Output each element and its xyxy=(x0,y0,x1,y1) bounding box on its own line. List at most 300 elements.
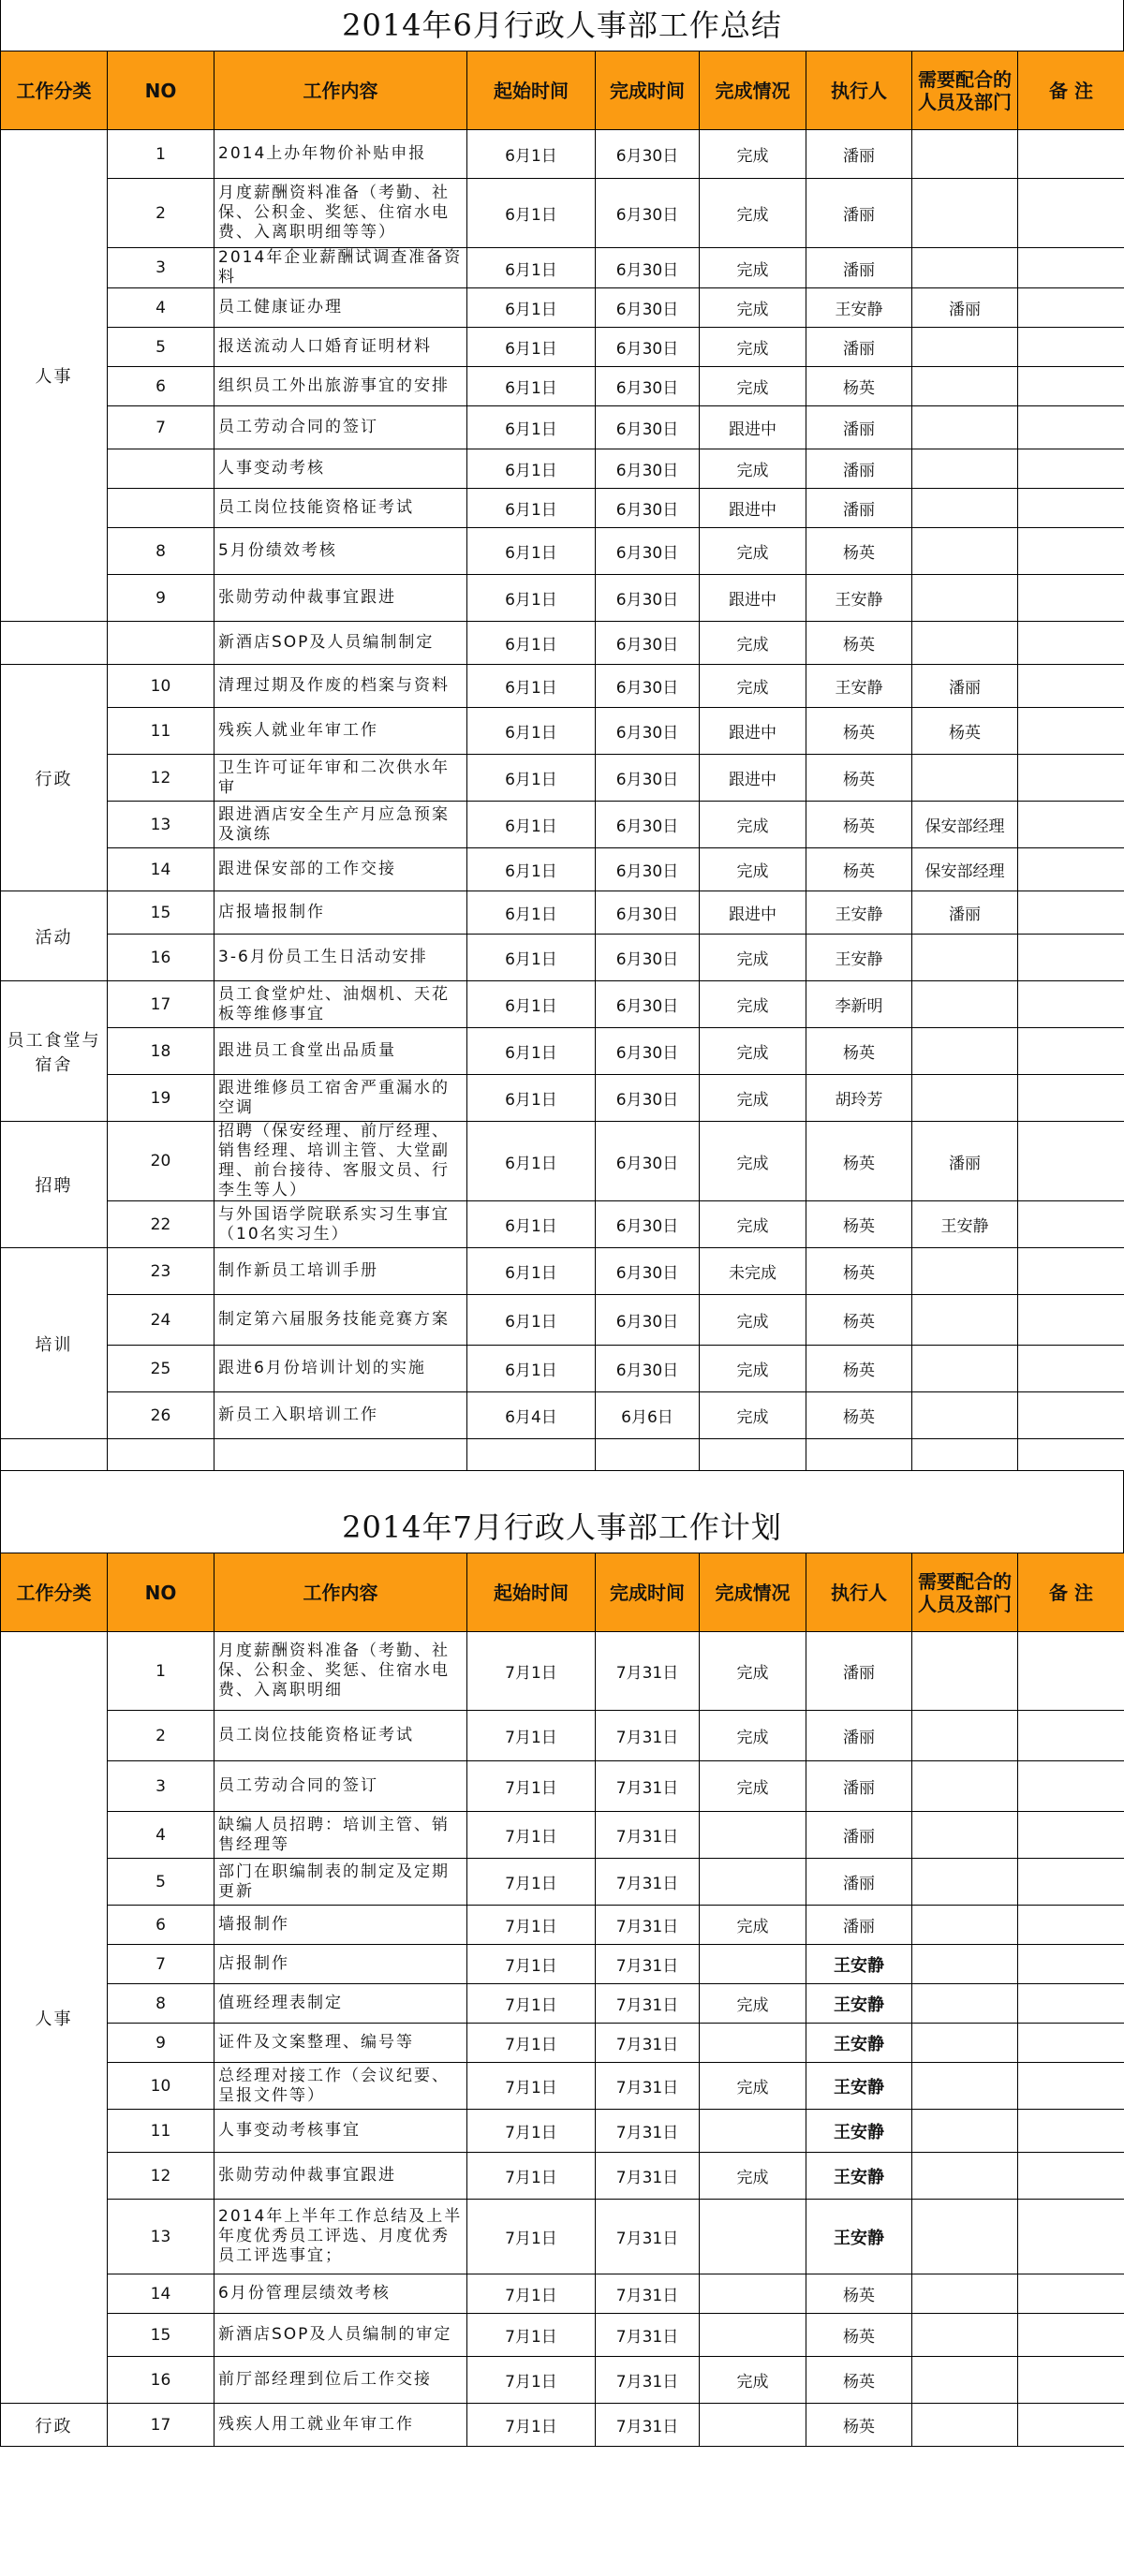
cell-end: 6月30日 xyxy=(596,328,700,367)
cell-status: 完成 xyxy=(700,1122,806,1201)
header-note: 备 注 xyxy=(1018,1553,1124,1632)
cell-no xyxy=(108,449,214,489)
table-row xyxy=(1,2153,1124,2200)
cell-no: 14 xyxy=(108,2274,214,2314)
cell-content: 新酒店SOP及人员编制的审定 xyxy=(214,2314,467,2357)
cell-no: 19 xyxy=(108,1075,214,1122)
cell-end: 7月31日 xyxy=(596,2200,700,2274)
june-table-body xyxy=(1,130,1124,1471)
cell-end: 6月30日 xyxy=(596,406,700,449)
cell-partner xyxy=(912,328,1018,367)
cell-category xyxy=(1,622,108,665)
cell-no: 17 xyxy=(108,981,214,1028)
cell-status: 完成 xyxy=(700,130,806,179)
cell-start: 6月1日 xyxy=(467,328,596,367)
cell-owner: 潘丽 xyxy=(806,248,912,288)
cell-note xyxy=(1018,2153,1124,2200)
cell-category: 人事 xyxy=(1,130,108,622)
table-row xyxy=(1,130,1124,179)
cell-start: 6月1日 xyxy=(467,528,596,575)
table-row xyxy=(1,248,1124,288)
cell-owner: 潘丽 xyxy=(806,406,912,449)
header-content: 工作内容 xyxy=(214,52,467,130)
cell-status: 跟进中 xyxy=(700,708,806,755)
table-row xyxy=(1,489,1124,528)
table-row xyxy=(1,848,1124,891)
cell-content: 部门在职编制表的制定及定期更新 xyxy=(214,1859,467,1906)
cell-partner xyxy=(912,1295,1018,1346)
cell-note xyxy=(1018,130,1124,179)
cell-note xyxy=(1018,1295,1124,1346)
cell-owner: 王安静 xyxy=(806,2024,912,2063)
table-row xyxy=(1,1984,1124,2024)
cell-partner xyxy=(912,1859,1018,1906)
cell-status: 完成 xyxy=(700,622,806,665)
cell-category: 行政 xyxy=(1,665,108,891)
cell-no: 23 xyxy=(108,1248,214,1295)
cell-empty xyxy=(700,1439,806,1471)
cell-partner xyxy=(912,1346,1018,1392)
june-table xyxy=(0,51,1124,1471)
cell-end: 6月30日 xyxy=(596,1122,700,1201)
cell-note xyxy=(1018,935,1124,981)
table-row xyxy=(1,1632,1124,1711)
table-row xyxy=(1,328,1124,367)
header-no: NO xyxy=(108,1553,214,1632)
cell-owner: 杨英 xyxy=(806,755,912,802)
cell-note xyxy=(1018,802,1124,848)
cell-partner xyxy=(912,1075,1018,1122)
cell-note xyxy=(1018,328,1124,367)
cell-content: 跟进员工食堂出品质量 xyxy=(214,1028,467,1075)
cell-note xyxy=(1018,1632,1124,1711)
cell-empty xyxy=(214,1439,467,1471)
table-row xyxy=(1,2110,1124,2153)
cell-no: 11 xyxy=(108,2110,214,2153)
cell-note xyxy=(1018,1201,1124,1248)
table-row xyxy=(1,981,1124,1028)
cell-end: 6月30日 xyxy=(596,130,700,179)
cell-content: 5月份绩效考核 xyxy=(214,528,467,575)
cell-no: 18 xyxy=(108,1028,214,1075)
cell-status: 完成 xyxy=(700,1711,806,1761)
cell-empty xyxy=(912,1439,1018,1471)
cell-start: 7月1日 xyxy=(467,1812,596,1859)
cell-no: 7 xyxy=(108,1945,214,1984)
cell-partner xyxy=(912,248,1018,288)
cell-status: 跟进中 xyxy=(700,489,806,528)
cell-start: 6月1日 xyxy=(467,1122,596,1201)
cell-content: 张勋劳动仲裁事宜跟进 xyxy=(214,575,467,622)
cell-start: 6月1日 xyxy=(467,449,596,489)
cell-no: 9 xyxy=(108,2024,214,2063)
cell-content: 缺编人员招聘：培训主管、销售经理等 xyxy=(214,1812,467,1859)
cell-partner xyxy=(912,1248,1018,1295)
cell-owner: 杨英 xyxy=(806,2357,912,2404)
cell-content: 人事变动考核事宜 xyxy=(214,2110,467,2153)
header-owner: 执行人 xyxy=(806,52,912,130)
cell-status: 完成 xyxy=(700,802,806,848)
cell-partner xyxy=(912,2200,1018,2274)
cell-no: 12 xyxy=(108,2153,214,2200)
cell-partner xyxy=(912,528,1018,575)
cell-end: 7月31日 xyxy=(596,1906,700,1945)
table-row xyxy=(1,1812,1124,1859)
cell-end: 6月30日 xyxy=(596,179,700,248)
cell-partner xyxy=(912,2357,1018,2404)
cell-partner xyxy=(912,406,1018,449)
cell-owner: 杨英 xyxy=(806,1201,912,1248)
cell-start: 6月1日 xyxy=(467,802,596,848)
cell-no: 20 xyxy=(108,1122,214,1201)
cell-status: 未完成 xyxy=(700,1248,806,1295)
cell-status: 跟进中 xyxy=(700,755,806,802)
cell-start: 6月1日 xyxy=(467,665,596,708)
cell-start: 7月1日 xyxy=(467,2024,596,2063)
cell-content: 人事变动考核 xyxy=(214,449,467,489)
cell-status: 跟进中 xyxy=(700,406,806,449)
header-end: 完成时间 xyxy=(596,1553,700,1632)
cell-owner: 杨英 xyxy=(806,802,912,848)
cell-end: 7月31日 xyxy=(596,2357,700,2404)
cell-owner: 杨英 xyxy=(806,1392,912,1439)
cell-start: 6月1日 xyxy=(467,489,596,528)
cell-partner xyxy=(912,935,1018,981)
cell-end: 6月30日 xyxy=(596,622,700,665)
cell-partner xyxy=(912,2110,1018,2153)
header-partner: 需要配合的人员及部门 xyxy=(912,52,1018,130)
cell-content: 张勋劳动仲裁事宜跟进 xyxy=(214,2153,467,2200)
cell-owner: 杨英 xyxy=(806,1248,912,1295)
cell-end: 7月31日 xyxy=(596,1945,700,1984)
cell-note xyxy=(1018,755,1124,802)
cell-start: 6月1日 xyxy=(467,708,596,755)
cell-partner xyxy=(912,1392,1018,1439)
cell-start: 6月1日 xyxy=(467,288,596,328)
cell-status: 完成 xyxy=(700,2063,806,2110)
cell-content: 跟进6月份培训计划的实施 xyxy=(214,1346,467,1392)
cell-end: 7月31日 xyxy=(596,1711,700,1761)
cell-no: 1 xyxy=(108,1632,214,1711)
cell-end: 6月30日 xyxy=(596,1201,700,1248)
table-row xyxy=(1,2024,1124,2063)
cell-end: 7月31日 xyxy=(596,1812,700,1859)
cell-end: 6月30日 xyxy=(596,935,700,981)
cell-status: 完成 xyxy=(700,1201,806,1248)
cell-content: 月度薪酬资料准备（考勤、社保、公积金、奖惩、住宿水电费、入离职明细等等） xyxy=(214,179,467,248)
cell-note xyxy=(1018,622,1124,665)
cell-partner xyxy=(912,1632,1018,1711)
july-title: 2014年7月行政人事部工作计划 xyxy=(0,1502,1124,1553)
cell-note xyxy=(1018,528,1124,575)
cell-content: 前厅部经理到位后工作交接 xyxy=(214,2357,467,2404)
cell-content: 残疾人用工就业年审工作 xyxy=(214,2404,467,2447)
cell-end: 6月30日 xyxy=(596,891,700,935)
cell-note xyxy=(1018,489,1124,528)
table-row xyxy=(1,406,1124,449)
cell-owner: 杨英 xyxy=(806,708,912,755)
cell-category: 培训 xyxy=(1,1248,108,1439)
cell-owner: 杨英 xyxy=(806,2404,912,2447)
cell-content: 墙报制作 xyxy=(214,1906,467,1945)
cell-note xyxy=(1018,248,1124,288)
cell-note xyxy=(1018,665,1124,708)
cell-end: 6月30日 xyxy=(596,802,700,848)
cell-status xyxy=(700,1859,806,1906)
cell-no: 16 xyxy=(108,2357,214,2404)
table-row xyxy=(1,528,1124,575)
june-header-row xyxy=(1,52,1124,130)
cell-note xyxy=(1018,449,1124,489)
table-row xyxy=(1,288,1124,328)
cell-content: 招聘（保安经理、前厅经理、销售经理、培训主管、大堂副理、前台接待、客服文员、行李生等人） xyxy=(214,1122,467,1201)
cell-note xyxy=(1018,179,1124,248)
cell-status: 完成 xyxy=(700,1392,806,1439)
cell-status: 完成 xyxy=(700,2153,806,2200)
cell-start: 7月1日 xyxy=(467,2110,596,2153)
cell-content: 2014年企业薪酬试调查准备资料 xyxy=(214,248,467,288)
cell-category: 活动 xyxy=(1,891,108,981)
cell-content: 月度薪酬资料准备（考勤、社保、公积金、奖惩、住宿水电费、入离职明细 xyxy=(214,1632,467,1711)
cell-no: 3 xyxy=(108,248,214,288)
cell-content: 2014上办年物价补贴申报 xyxy=(214,130,467,179)
cell-content: 新员工入职培训工作 xyxy=(214,1392,467,1439)
cell-status: 完成 xyxy=(700,935,806,981)
cell-end: 7月31日 xyxy=(596,1761,700,1812)
june-title: 2014年6月行政人事部工作总结 xyxy=(0,0,1124,51)
cell-no xyxy=(108,489,214,528)
table-row xyxy=(1,665,1124,708)
cell-content: 证件及文案整理、编号等 xyxy=(214,2024,467,2063)
cell-start: 6月1日 xyxy=(467,1248,596,1295)
cell-note xyxy=(1018,367,1124,406)
cell-status: 完成 xyxy=(700,367,806,406)
cell-owner: 王安静 xyxy=(806,891,912,935)
cell-no: 26 xyxy=(108,1392,214,1439)
cell-empty xyxy=(1,1439,108,1471)
cell-category: 员工食堂与宿舍 xyxy=(1,981,108,1122)
cell-content: 总经理对接工作（会议纪要、呈报文件等） xyxy=(214,2063,467,2110)
header-end: 完成时间 xyxy=(596,52,700,130)
cell-end: 6月30日 xyxy=(596,248,700,288)
cell-no: 10 xyxy=(108,2063,214,2110)
cell-end: 6月30日 xyxy=(596,708,700,755)
table-row xyxy=(1,2404,1124,2447)
cell-end: 6月30日 xyxy=(596,528,700,575)
header-category: 工作分类 xyxy=(1,52,108,130)
cell-owner: 潘丽 xyxy=(806,1906,912,1945)
cell-note xyxy=(1018,1859,1124,1906)
cell-content: 店报制作 xyxy=(214,1945,467,1984)
cell-note xyxy=(1018,1346,1124,1392)
cell-status: 完成 xyxy=(700,2357,806,2404)
cell-owner: 杨英 xyxy=(806,1028,912,1075)
cell-content: 组织员工外出旅游事宜的安排 xyxy=(214,367,467,406)
cell-partner xyxy=(912,622,1018,665)
header-status: 完成情况 xyxy=(700,1553,806,1632)
cell-end: 6月30日 xyxy=(596,981,700,1028)
cell-content: 6月份管理层绩效考核 xyxy=(214,2274,467,2314)
cell-content: 员工健康证办理 xyxy=(214,288,467,328)
cell-content: 跟进维修员工宿舍严重漏水的空调 xyxy=(214,1075,467,1122)
header-partner: 需要配合的人员及部门 xyxy=(912,1553,1018,1632)
cell-status: 完成 xyxy=(700,449,806,489)
cell-content: 值班经理表制定 xyxy=(214,1984,467,2024)
cell-category: 招聘 xyxy=(1,1122,108,1248)
cell-start: 6月1日 xyxy=(467,755,596,802)
cell-partner xyxy=(912,2274,1018,2314)
cell-note xyxy=(1018,1945,1124,1984)
cell-end: 7月31日 xyxy=(596,2314,700,2357)
cell-status: 完成 xyxy=(700,1761,806,1812)
cell-partner: 潘丽 xyxy=(912,891,1018,935)
cell-end: 7月31日 xyxy=(596,1859,700,1906)
cell-content: 报送流动人口婚育证明材料 xyxy=(214,328,467,367)
cell-end: 6月30日 xyxy=(596,575,700,622)
cell-owner: 潘丽 xyxy=(806,1859,912,1906)
cell-content: 3-6月份员工生日活动安排 xyxy=(214,935,467,981)
cell-end: 6月30日 xyxy=(596,1028,700,1075)
table-row xyxy=(1,1346,1124,1392)
cell-status: 完成 xyxy=(700,981,806,1028)
cell-owner: 王安静 xyxy=(806,2200,912,2274)
cell-status xyxy=(700,2314,806,2357)
cell-start: 6月1日 xyxy=(467,406,596,449)
table-row xyxy=(1,1761,1124,1812)
cell-owner: 杨英 xyxy=(806,2274,912,2314)
cell-note xyxy=(1018,2357,1124,2404)
cell-partner xyxy=(912,1906,1018,1945)
cell-content: 员工劳动合同的签订 xyxy=(214,406,467,449)
cell-note xyxy=(1018,708,1124,755)
table-row xyxy=(1,802,1124,848)
cell-partner xyxy=(912,449,1018,489)
cell-content: 新酒店SOP及人员编制制定 xyxy=(214,622,467,665)
cell-note xyxy=(1018,1906,1124,1945)
cell-owner: 王安静 xyxy=(806,935,912,981)
cell-note xyxy=(1018,1028,1124,1075)
cell-no: 10 xyxy=(108,665,214,708)
table-row xyxy=(1,2200,1124,2274)
cell-owner: 杨英 xyxy=(806,2314,912,2357)
cell-status: 跟进中 xyxy=(700,575,806,622)
cell-note xyxy=(1018,2110,1124,2153)
table-row xyxy=(1,2274,1124,2314)
cell-no: 8 xyxy=(108,528,214,575)
table-row xyxy=(1,1295,1124,1346)
cell-empty xyxy=(1018,1439,1124,1471)
cell-no: 22 xyxy=(108,1201,214,1248)
table-row xyxy=(1,891,1124,935)
cell-owner: 王安静 xyxy=(806,2153,912,2200)
cell-partner: 保安部经理 xyxy=(912,848,1018,891)
cell-partner: 杨英 xyxy=(912,708,1018,755)
cell-owner: 杨英 xyxy=(806,367,912,406)
cell-partner: 潘丽 xyxy=(912,288,1018,328)
cell-partner xyxy=(912,1761,1018,1812)
cell-owner: 李新明 xyxy=(806,981,912,1028)
july-table xyxy=(0,1553,1124,2447)
cell-owner: 王安静 xyxy=(806,665,912,708)
table-row xyxy=(1,1859,1124,1906)
cell-note xyxy=(1018,891,1124,935)
cell-start: 7月1日 xyxy=(467,2404,596,2447)
cell-end: 6月30日 xyxy=(596,1295,700,1346)
cell-note xyxy=(1018,288,1124,328)
table-row xyxy=(1,449,1124,489)
cell-end: 7月31日 xyxy=(596,2110,700,2153)
cell-content: 残疾人就业年审工作 xyxy=(214,708,467,755)
cell-no xyxy=(108,622,214,665)
table-row xyxy=(1,1201,1124,1248)
cell-partner xyxy=(912,367,1018,406)
cell-note xyxy=(1018,2024,1124,2063)
table-row xyxy=(1,367,1124,406)
cell-start: 6月1日 xyxy=(467,1075,596,1122)
cell-no: 12 xyxy=(108,755,214,802)
cell-status xyxy=(700,2024,806,2063)
cell-no: 6 xyxy=(108,1906,214,1945)
cell-owner: 杨英 xyxy=(806,1122,912,1201)
cell-start: 6月1日 xyxy=(467,1201,596,1248)
cell-no: 14 xyxy=(108,848,214,891)
cell-note xyxy=(1018,1075,1124,1122)
cell-start: 7月1日 xyxy=(467,1945,596,1984)
cell-no: 15 xyxy=(108,2314,214,2357)
cell-status: 完成 xyxy=(700,665,806,708)
table-row xyxy=(1,935,1124,981)
cell-end: 6月30日 xyxy=(596,489,700,528)
cell-note xyxy=(1018,1122,1124,1201)
cell-status: 完成 xyxy=(700,1295,806,1346)
cell-start: 6月1日 xyxy=(467,179,596,248)
table-row xyxy=(1,1075,1124,1122)
cell-note xyxy=(1018,406,1124,449)
cell-owner: 杨英 xyxy=(806,528,912,575)
cell-owner: 潘丽 xyxy=(806,1632,912,1711)
cell-start: 7月1日 xyxy=(467,2063,596,2110)
cell-partner xyxy=(912,1812,1018,1859)
cell-content: 卫生许可证年审和二次供水年审 xyxy=(214,755,467,802)
cell-no: 24 xyxy=(108,1295,214,1346)
cell-start: 6月1日 xyxy=(467,367,596,406)
cell-start: 7月1日 xyxy=(467,1984,596,2024)
cell-content: 清理过期及作废的档案与资料 xyxy=(214,665,467,708)
table-row xyxy=(1,708,1124,755)
table-row xyxy=(1,2357,1124,2404)
cell-end: 7月31日 xyxy=(596,2404,700,2447)
table-row xyxy=(1,1392,1124,1439)
cell-status xyxy=(700,2110,806,2153)
cell-status: 跟进中 xyxy=(700,891,806,935)
table-row xyxy=(1,1122,1124,1201)
blank-row xyxy=(1,1439,1124,1471)
cell-status xyxy=(700,2200,806,2274)
cell-start: 6月1日 xyxy=(467,891,596,935)
table-row xyxy=(1,2063,1124,2110)
cell-status: 完成 xyxy=(700,1906,806,1945)
cell-content: 与外国语学院联系实习生事宜（10名实习生） xyxy=(214,1201,467,1248)
cell-start: 7月1日 xyxy=(467,1906,596,1945)
cell-owner: 杨英 xyxy=(806,1346,912,1392)
cell-owner: 潘丽 xyxy=(806,489,912,528)
cell-start: 6月1日 xyxy=(467,981,596,1028)
cell-end: 6月6日 xyxy=(596,1392,700,1439)
cell-end: 6月30日 xyxy=(596,755,700,802)
cell-end: 6月30日 xyxy=(596,1248,700,1295)
cell-owner: 潘丽 xyxy=(806,130,912,179)
cell-category: 行政 xyxy=(1,2404,108,2447)
